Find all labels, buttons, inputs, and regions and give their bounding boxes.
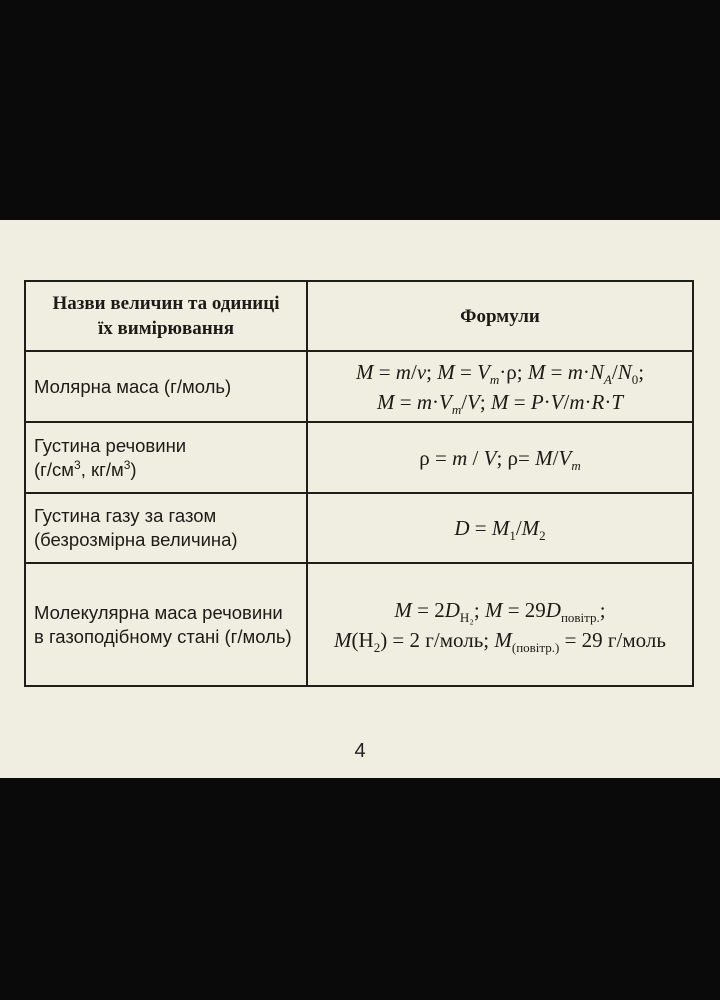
quantity-name: [25, 493, 307, 563]
text-run: =: [454, 359, 478, 384]
text-run: ·: [582, 359, 590, 384]
text-run: (г/см: [34, 458, 75, 480]
text-run: /: [552, 445, 559, 470]
header-quantities-units: [25, 281, 307, 351]
text-run: v: [416, 359, 427, 384]
text-run: V: [439, 389, 452, 414]
quantity-name: [25, 563, 307, 686]
text-run: Густина газу за газом: [34, 505, 217, 526]
name-line: [34, 458, 306, 482]
table-row: [25, 563, 693, 686]
text-run: /: [563, 389, 570, 414]
subscript: A: [603, 371, 612, 387]
text-run: = 29 г/моль: [559, 627, 666, 652]
text-run: ·: [432, 389, 439, 414]
text-run: в газоподібному стані (г/моль): [34, 625, 292, 647]
name-line: [34, 375, 306, 399]
text-run: V: [550, 389, 564, 414]
text-run: N: [617, 359, 632, 384]
text-run: =: [545, 359, 568, 384]
quantity-name: [25, 351, 307, 422]
table-row: [25, 493, 693, 563]
name-line: [34, 434, 306, 458]
text-run: ; ρ=: [496, 445, 536, 470]
subscript: (повітр.): [511, 639, 560, 655]
text-run: m: [416, 389, 432, 414]
text-run: m: [569, 389, 585, 414]
subscript: H₂: [459, 609, 474, 625]
header-formulas: Формули: [307, 281, 693, 351]
superscript: 3: [123, 457, 131, 472]
text-run: V: [467, 389, 480, 414]
text-run: Молярна маса (г/моль): [34, 375, 232, 397]
text-run: ;: [479, 389, 491, 414]
text-run: M: [376, 389, 395, 414]
text-run: = 2: [411, 597, 445, 622]
text-run: M: [494, 627, 512, 652]
header-left-line-1: Назви величин та одиниці: [52, 293, 280, 314]
text-run: ;: [426, 359, 438, 384]
text-run: =: [508, 389, 531, 414]
name-line: [34, 528, 306, 552]
formula-table: [24, 280, 694, 687]
text-run: V: [483, 445, 497, 470]
text-run: , кг/м: [80, 458, 124, 480]
text-run: Густина речовини: [34, 434, 187, 456]
text-run: M: [394, 597, 412, 622]
text-run: N: [589, 359, 604, 384]
text-run: ·: [584, 389, 592, 414]
text-run: Молекулярна маса речовини: [34, 601, 283, 623]
subscript: 2: [373, 639, 381, 655]
text-run: /: [515, 516, 522, 540]
subscript: повітр.: [560, 609, 600, 625]
table-header-row: [25, 281, 693, 351]
formula-cell: [307, 351, 693, 422]
subscript: m: [451, 401, 462, 417]
text-run: (H: [351, 627, 374, 652]
page-number: 4: [354, 740, 366, 762]
text-run: ) = 2 г/моль;: [380, 627, 495, 652]
formula-line: [308, 625, 692, 655]
formula-line: [308, 357, 692, 387]
superscript: 3: [74, 457, 81, 472]
name-line: [34, 504, 306, 528]
formula-line: [308, 387, 692, 417]
text-run: M: [527, 359, 546, 384]
text-run: = 29: [502, 597, 546, 622]
subscript: 1: [509, 528, 516, 543]
text-run: M: [355, 359, 374, 384]
text-run: /: [461, 389, 468, 414]
text-run: V: [558, 445, 572, 470]
text-run: ·: [543, 389, 551, 414]
name-line: [34, 601, 306, 625]
formula-cell: [307, 563, 693, 686]
text-run: ;: [599, 597, 606, 622]
text-run: ): [130, 458, 137, 480]
text-run: =: [394, 389, 417, 414]
text-run: M: [490, 389, 509, 414]
text-run: D: [454, 516, 470, 540]
text-run: m: [452, 445, 468, 470]
formula-line: [308, 595, 692, 625]
text-run: P: [530, 389, 544, 414]
text-run: /: [467, 445, 484, 470]
text-run: M: [437, 359, 455, 384]
formula-line: [308, 443, 692, 473]
text-run: ·ρ;: [499, 359, 528, 384]
text-run: =: [373, 359, 396, 384]
table-row: [25, 351, 693, 422]
text-run: ·: [604, 389, 612, 414]
text-run: V: [477, 359, 490, 384]
header-left-line-2: їх вимірювання: [98, 318, 234, 339]
text-run: ρ =: [419, 445, 453, 470]
text-run: M: [535, 445, 553, 470]
subscript: m: [571, 457, 581, 473]
text-run: (безрозмірна величина): [34, 529, 238, 550]
text-run: m: [567, 359, 583, 384]
subscript: 0: [631, 371, 639, 387]
text-run: M: [521, 516, 540, 540]
text-run: m: [395, 359, 411, 384]
text-run: ;: [638, 359, 645, 384]
text-run: D: [545, 597, 561, 622]
text-run: ;: [473, 597, 485, 622]
name-line: [34, 625, 306, 649]
text-run: M: [491, 516, 510, 540]
text-run: /: [611, 359, 618, 384]
text-run: D: [444, 597, 460, 622]
book-page: [0, 220, 720, 778]
text-run: M: [334, 627, 352, 652]
text-run: T: [611, 389, 624, 414]
table-row: [25, 422, 693, 493]
formula-line: [308, 513, 692, 543]
quantity-name: [25, 422, 307, 493]
text-run: R: [591, 389, 605, 414]
subscript: m: [489, 371, 500, 387]
text-run: /: [410, 359, 417, 384]
formula-cell: [307, 493, 693, 563]
text-run: M: [484, 597, 503, 622]
formula-cell: [307, 422, 693, 493]
text-run: =: [469, 516, 492, 540]
subscript: 2: [539, 528, 546, 543]
